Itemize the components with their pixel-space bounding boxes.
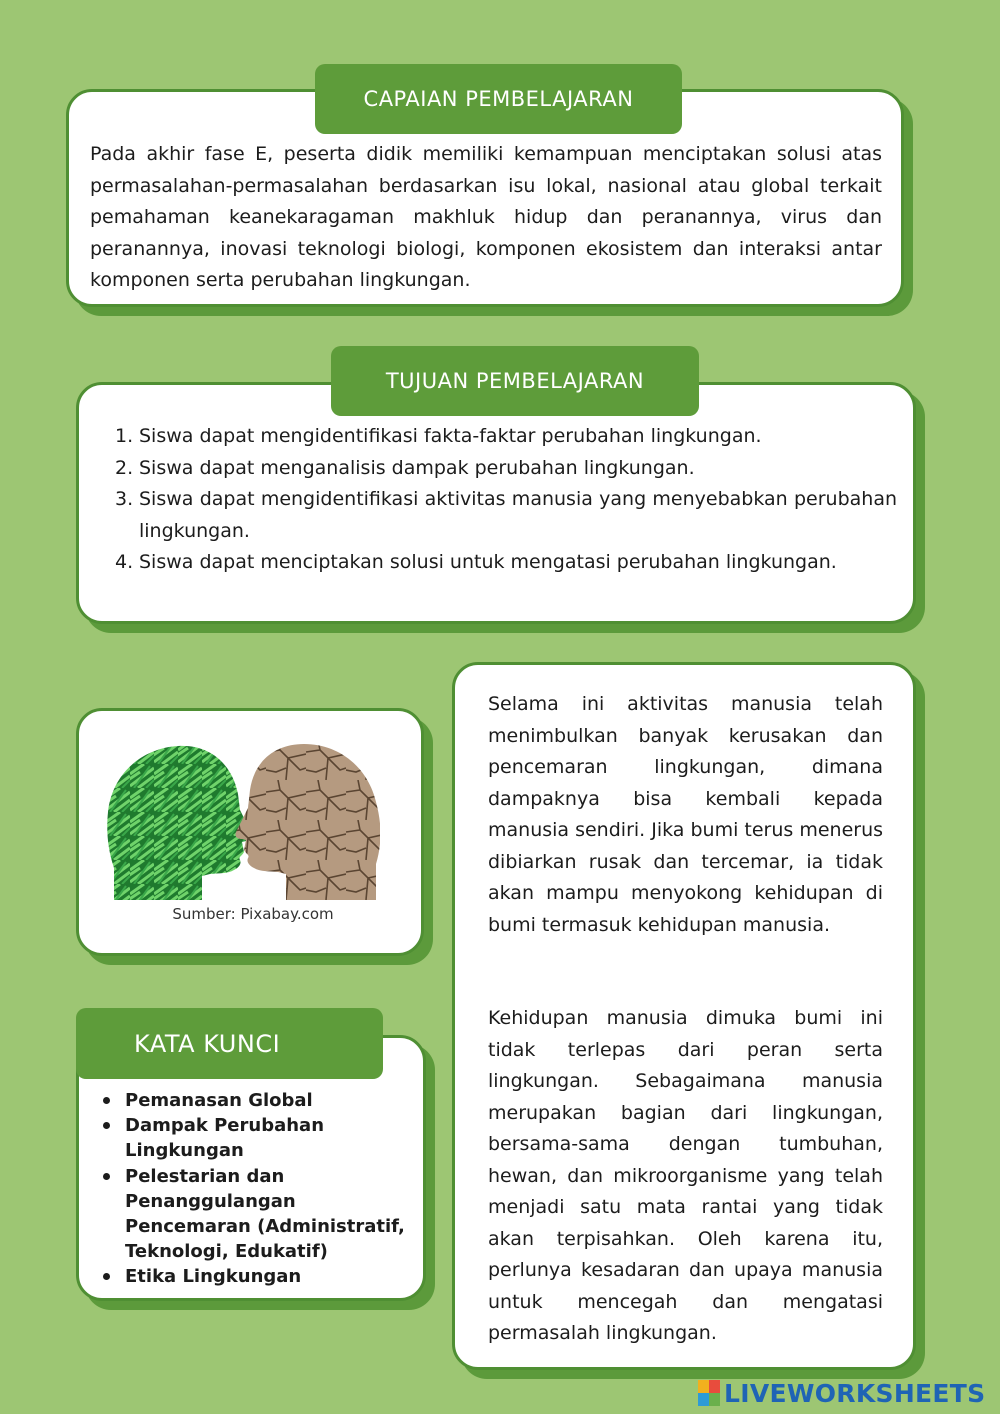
tujuan-list <box>115 421 897 579</box>
tujuan-item: 4. Siswa dapat menciptakan solusi untuk mengatasi perubahan lingkungan. <box>115 551 837 573</box>
reading-paragraph-2: Kehidupan manusia dimuka bumi ini tidak terlepas dari peran serta lingkungan. Sebagaimana manusia merupakan bagian dari lingkungan, bersama-sama dengan tumbuhan, hewan, dan mikroorganisme yang telah menjadi satu mata rantai yang tidak akan terpisahkan. Oleh karena itu, perlunya kesadaran dan upaya manusia untuk mencegah dan mengatasi permasalah lingkungan. <box>488 1007 883 1344</box>
tujuan-item: 1. Siswa dapat mengidentifikasi fakta-faktar perubahan lingkungan. <box>115 425 762 447</box>
kata-kunci-list <box>100 1088 420 1290</box>
tujuan-item: 2. Siswa dapat menganalisis dampak perubahan lingkungan. <box>115 456 695 479</box>
dry-head-silhouette <box>235 744 380 900</box>
liveworksheets-logo <box>698 1378 985 1408</box>
reading-paragraph-1: Selama ini aktivitas manusia telah menimbulkan banyak kerusakan dan pencemaran lingkungan, dimana dampaknya bisa kembali kepada manusia sendiri. Jika bumi terus menerus dibiarkan rusak dan tercemar, ia tidak akan mampu menyokong kehidupan di bumi termasuk kehidupan manusia. <box>488 693 884 936</box>
image-source-caption: Sumber: Pixabay.com <box>172 905 334 923</box>
heads-illustration <box>106 740 380 902</box>
kata-kunci-item: Pelestarian dan Penanggulangan Pencemaran (Administratif, Teknologi, Edukatif) <box>100 1164 420 1265</box>
tujuan-item: 3. Siswa dapat mengidentifikasi aktivitas manusia yang menyebabkan perubahan lingkungan. <box>115 488 897 542</box>
capaian-text: Pada akhir fase E, peserta didik memiliki kemampuan menciptakan solusi atas permasalahan-permasalahan berdasarkan isu lokal, nasional atau global terkait pemahaman keanekaragaman makhluk hidup dan peranannya, virus dan peranannya, inovasi teknologi biologi, komponen ekosistem dan interaksi antar komponen serta perubahan lingkungan. <box>90 143 882 291</box>
liveworksheets-icon <box>698 1380 720 1406</box>
kata-kunci-item: Etika Lingkungan <box>100 1264 420 1289</box>
tujuan-title: TUJUAN PEMBELAJARAN <box>331 346 699 416</box>
capaian-title: CAPAIAN PEMBELAJARAN <box>315 64 682 134</box>
watermark-text: LIVEWORKSHEETS <box>724 1378 986 1408</box>
green-head-silhouette <box>107 746 252 900</box>
kata-kunci-title: KATA KUNCI <box>76 1008 383 1079</box>
kata-kunci-item: Dampak Perubahan Lingkungan <box>100 1113 420 1163</box>
kata-kunci-item: Pemanasan Global <box>100 1088 420 1113</box>
